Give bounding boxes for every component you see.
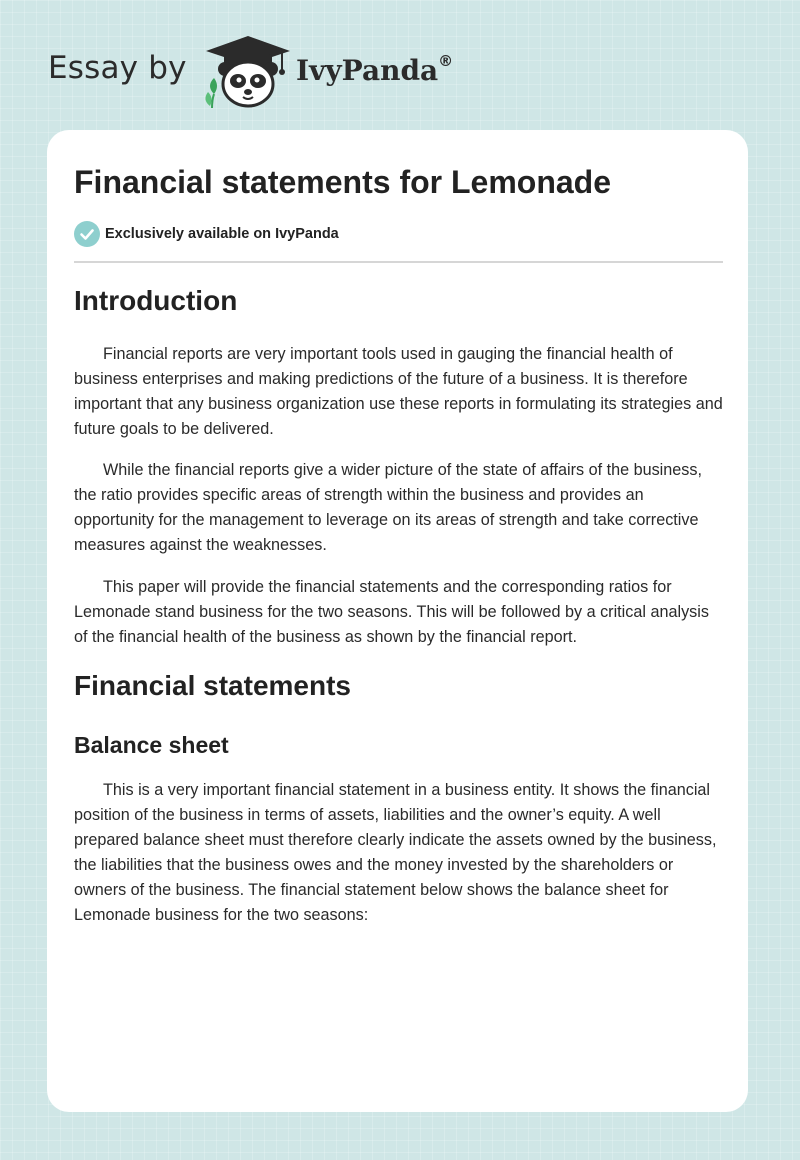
paragraph: This is a very important financial statement in a business entity. It shows the financial position of the business in terms of assets, liabilities and the owner’s equity. A well prepared balance sheet must therefore clearly indicate the assets owned by the business, the liabilities that the business owes and the money invested by the shareholders or owners of the business. The financial statement below shows the balance sheet for Lemonade business for the two seasons: bbox=[74, 781, 717, 924]
site-header bbox=[48, 30, 748, 110]
badge-text: Exclusively available on IvyPanda bbox=[105, 226, 339, 242]
registered-mark: ® bbox=[438, 52, 454, 70]
panda-graduate-icon[interactable] bbox=[200, 34, 296, 110]
paragraph: Financial reports are very important tools used in gauging the financial health of business enterprises and making predictions of the future of a business. It is therefore important that any business organization use these reports in formulating its strategies and future goals to be delivered. bbox=[74, 345, 723, 438]
document-card bbox=[47, 130, 748, 1112]
essay-by-label: Essay by bbox=[48, 50, 187, 86]
exclusive-badge bbox=[74, 221, 339, 247]
brand-name[interactable]: IvyPanda® bbox=[296, 52, 454, 87]
check-circle-icon bbox=[74, 221, 100, 247]
paragraph: This paper will provide the financial statements and the corresponding ratios for Lemonade stand business for the two seasons. This will be followed by a critical analysis of the financial health of the business as shown by the financial report. bbox=[74, 578, 709, 646]
paragraph: While the financial reports give a wider picture of the state of affairs of the business, the ratio provides specific areas of strength within the business and provides an opportunity for the management to leverage on its areas of strength and take corrective measures against the weaknesses. bbox=[74, 461, 702, 554]
page-title: Financial statements for Lemonade bbox=[74, 164, 612, 200]
divider bbox=[74, 261, 723, 263]
section-heading-financial-statements: Financial statements bbox=[74, 670, 351, 701]
section-heading-introduction: Introduction bbox=[74, 285, 238, 316]
subsection-heading-balance-sheet: Balance sheet bbox=[74, 732, 229, 758]
